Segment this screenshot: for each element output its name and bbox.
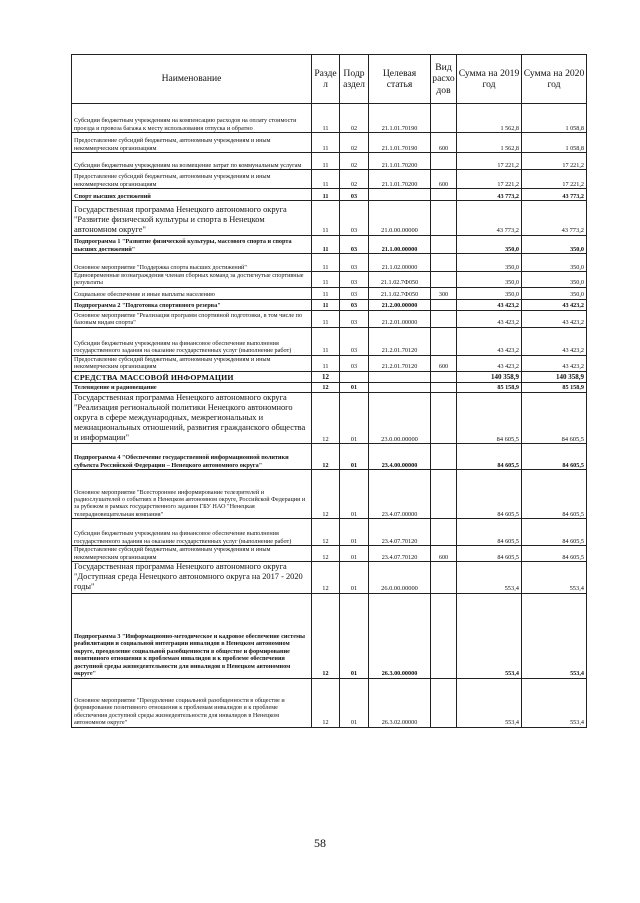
cell-podrazdel: 02 (340, 133, 369, 153)
cell-sum-2019: 17 221,2 (457, 170, 522, 189)
table-row (72, 133, 587, 153)
cell-sum-2019: 43 773,2 (457, 189, 522, 201)
header-vid: Вид расхо дов (431, 55, 457, 104)
cell-razdel: 11 (312, 170, 340, 189)
cell-name: Подпрограмма 3 "Информационно-методическое и кадровое обеспечение системы реабилитации и социальной интеграции инвалидов в Ненецком автономном округе, преодоление социальной разобщенности в обществе и формирование позитивного отношения к проблемам инвалидов и к проблеме обеспечения доступной среды жизнедеятельности для инвалидов в Ненецком автономном округе" (72, 593, 312, 678)
cell-razdel: 11 (312, 355, 340, 371)
cell-sum-2019: 350,0 (457, 236, 522, 254)
cell-target: 21.1.01.70190 (369, 133, 431, 153)
table-row (72, 236, 587, 254)
cell-name: Предоставление субсидий бюджетным, автономным учреждениям и иным некоммерческим организациям (72, 133, 312, 153)
table-row (72, 153, 587, 170)
cell-vid (431, 519, 457, 546)
cell-vid (431, 444, 457, 470)
cell-vid: 300 (431, 287, 457, 299)
header-podrazdel: Подр аздел (340, 55, 369, 104)
cell-vid (431, 153, 457, 170)
cell-razdel: 12 (312, 546, 340, 562)
cell-name: Государственная программа Ненецкого автономного округа "Реализация региональной политики Ненецкого автономного округа в сфере международных, межрегиональных и межнациональных отношений, развития гражданского общества и информации" (72, 392, 312, 443)
table-row (72, 287, 587, 299)
cell-podrazdel: 03 (340, 254, 369, 272)
cell-sum-2020: 43 773,2 (522, 189, 587, 201)
cell-name: Основное мероприятие "Поддержка спорта высших достижений" (72, 254, 312, 272)
cell-name: Субсидии бюджетным учреждениям на финансовое обеспечение выполнения государственного задания на оказание государственных услуг (выполнение работ) (72, 327, 312, 355)
cell-razdel: 11 (312, 299, 340, 310)
cell-podrazdel (340, 371, 369, 382)
cell-vid: 600 (431, 355, 457, 371)
cell-target: 21.1.01.70190 (369, 104, 431, 133)
cell-sum-2020: 553,4 (522, 678, 587, 727)
cell-name: СРЕДСТВА МАССОВОЙ ИНФОРМАЦИИ (72, 371, 312, 382)
table-header-row (72, 55, 587, 104)
cell-razdel: 12 (312, 470, 340, 519)
cell-sum-2020: 17 221,2 (522, 153, 587, 170)
table-row (72, 104, 587, 133)
cell-podrazdel: 01 (340, 382, 369, 392)
cell-razdel: 12 (312, 392, 340, 443)
table-row (72, 371, 587, 382)
cell-sum-2020: 350,0 (522, 236, 587, 254)
cell-sum-2020: 140 358,9 (522, 371, 587, 382)
cell-sum-2019: 17 221,2 (457, 153, 522, 170)
cell-sum-2019: 84 605,5 (457, 519, 522, 546)
cell-name: Спорт высших достижений (72, 189, 312, 201)
cell-target: 23.4.07.70120 (369, 519, 431, 546)
cell-vid (431, 392, 457, 443)
cell-sum-2020: 350,0 (522, 254, 587, 272)
cell-sum-2019: 43 423,2 (457, 299, 522, 310)
table-row (72, 272, 587, 288)
header-name: Наименование (72, 55, 312, 104)
cell-sum-2019: 84 605,5 (457, 444, 522, 470)
table-row (72, 470, 587, 519)
table-row (72, 444, 587, 470)
cell-podrazdel: 02 (340, 153, 369, 170)
table-row (72, 546, 587, 562)
table-row (72, 170, 587, 189)
cell-target: 23.0.00.00000 (369, 392, 431, 443)
cell-sum-2020: 43 423,2 (522, 299, 587, 310)
cell-podrazdel: 01 (340, 470, 369, 519)
cell-sum-2020: 84 605,5 (522, 519, 587, 546)
cell-sum-2020: 553,4 (522, 562, 587, 593)
cell-razdel: 12 (312, 593, 340, 678)
cell-target: 23.4.07.70120 (369, 546, 431, 562)
cell-sum-2019: 84 605,5 (457, 546, 522, 562)
cell-vid (431, 371, 457, 382)
header-sum-2020: Сумма на 2020 год (522, 55, 587, 104)
cell-name: Государственная программа Ненецкого автономного округа "Развитие физической культуры и спорта в Ненецком автономном округе" (72, 201, 312, 236)
cell-name: Основное мероприятие "Реализация программ спортивной подготовки, в том числе по базовым видам спорта" (72, 310, 312, 327)
cell-podrazdel: 01 (340, 444, 369, 470)
cell-target: 21.2.00.00000 (369, 299, 431, 310)
cell-podrazdel: 02 (340, 104, 369, 133)
table-row (72, 382, 587, 392)
cell-podrazdel: 03 (340, 310, 369, 327)
cell-sum-2019: 43 423,2 (457, 327, 522, 355)
cell-sum-2020: 17 221,2 (522, 170, 587, 189)
cell-razdel: 11 (312, 236, 340, 254)
cell-podrazdel: 03 (340, 272, 369, 288)
cell-razdel: 11 (312, 327, 340, 355)
table-row (72, 562, 587, 593)
table-row (72, 327, 587, 355)
cell-vid (431, 104, 457, 133)
cell-podrazdel: 01 (340, 392, 369, 443)
cell-vid (431, 327, 457, 355)
cell-vid (431, 236, 457, 254)
cell-name: Подпрограмма 2 "Подготовка спортивного резерва" (72, 299, 312, 310)
cell-podrazdel: 01 (340, 562, 369, 593)
cell-sum-2020: 1 058,8 (522, 133, 587, 153)
cell-name: Государственная программа Ненецкого автономного округа "Доступная среда Ненецкого автономного округа на 2017 - 2020 годы" (72, 562, 312, 593)
cell-target (369, 189, 431, 201)
cell-target: 21.1.02.00000 (369, 254, 431, 272)
cell-name: Предоставление субсидий бюджетным, автономным учреждениям и иным некоммерческим организациям (72, 355, 312, 371)
cell-target: 23.4.07.00000 (369, 470, 431, 519)
cell-podrazdel: 03 (340, 189, 369, 201)
cell-vid: 600 (431, 133, 457, 153)
header-target: Целевая статья (369, 55, 431, 104)
cell-podrazdel: 01 (340, 546, 369, 562)
cell-sum-2020: 84 605,5 (522, 392, 587, 443)
cell-sum-2020: 43 423,2 (522, 310, 587, 327)
cell-razdel: 11 (312, 133, 340, 153)
cell-name: Социальное обеспечение и иные выплаты населению (72, 287, 312, 299)
cell-razdel: 12 (312, 678, 340, 727)
cell-target: 21.1.01.70200 (369, 170, 431, 189)
cell-vid: 600 (431, 170, 457, 189)
cell-sum-2019: 553,4 (457, 678, 522, 727)
cell-podrazdel: 02 (340, 170, 369, 189)
cell-razdel: 11 (312, 310, 340, 327)
cell-sum-2019: 1 562,8 (457, 133, 522, 153)
cell-name: Предоставление субсидий бюджетным, автономным учреждениям и иным некоммерческим организациям (72, 546, 312, 562)
cell-sum-2019: 1 562,8 (457, 104, 522, 133)
table-body (72, 104, 587, 728)
cell-name: Основное мероприятие "Всестороннее информирование телезрителей и радиослушателей о событиях в Ненецком автономном округе, Российской Федерации и за рубежом в рамках государственного задания ГБУ НАО "Ненецкая телерадиовещательная компания" (72, 470, 312, 519)
cell-razdel: 11 (312, 153, 340, 170)
cell-razdel: 11 (312, 254, 340, 272)
table-row (72, 392, 587, 443)
table-row (72, 299, 587, 310)
cell-vid (431, 189, 457, 201)
cell-sum-2019: 553,4 (457, 562, 522, 593)
header-razdel: Разде л (312, 55, 340, 104)
cell-sum-2020: 350,0 (522, 287, 587, 299)
cell-name: Субсидии бюджетным учреждениям на возмещение затрат по коммунальным услугам (72, 153, 312, 170)
cell-razdel: 12 (312, 382, 340, 392)
cell-sum-2020: 43 423,2 (522, 355, 587, 371)
cell-target: 21.2.01.70120 (369, 327, 431, 355)
cell-podrazdel: 03 (340, 327, 369, 355)
cell-vid (431, 593, 457, 678)
cell-razdel: 11 (312, 189, 340, 201)
cell-podrazdel: 01 (340, 519, 369, 546)
cell-sum-2019: 43 773,2 (457, 201, 522, 236)
cell-target: 23.4.00.00000 (369, 444, 431, 470)
cell-razdel: 12 (312, 519, 340, 546)
cell-target: 21.0.00.00000 (369, 201, 431, 236)
cell-sum-2020: 1 058,8 (522, 104, 587, 133)
cell-podrazdel: 03 (340, 299, 369, 310)
cell-target: 26.3.00.00000 (369, 593, 431, 678)
cell-sum-2020: 85 158,9 (522, 382, 587, 392)
cell-vid: 600 (431, 546, 457, 562)
cell-razdel: 12 (312, 562, 340, 593)
cell-sum-2019: 350,0 (457, 287, 522, 299)
cell-target: 21.2.01.70120 (369, 355, 431, 371)
cell-sum-2019: 43 423,2 (457, 355, 522, 371)
cell-name: Единовременные вознаграждения членам сборных команд за достигнутые спортивные результаты (72, 272, 312, 288)
cell-razdel: 11 (312, 201, 340, 236)
cell-target: 21.1.01.70200 (369, 153, 431, 170)
cell-vid (431, 310, 457, 327)
cell-target (369, 382, 431, 392)
cell-vid (431, 382, 457, 392)
table-row (72, 678, 587, 727)
cell-sum-2019: 553,4 (457, 593, 522, 678)
cell-target: 21.1.00.00000 (369, 236, 431, 254)
cell-razdel: 12 (312, 444, 340, 470)
cell-sum-2020: 84 605,5 (522, 546, 587, 562)
table-row (72, 519, 587, 546)
budget-table (71, 54, 587, 728)
cell-razdel: 11 (312, 287, 340, 299)
cell-podrazdel: 03 (340, 236, 369, 254)
cell-name: Субсидии бюджетным учреждениям на финансовое обеспечение выполнения государственного задания на оказание государственных услуг (выполнение работ) (72, 519, 312, 546)
cell-razdel: 11 (312, 104, 340, 133)
cell-name: Подпрограмма 1 "Развитие физической культуры, массового спорта и спорта высших достижений" (72, 236, 312, 254)
cell-razdel: 12 (312, 371, 340, 382)
cell-sum-2020: 350,0 (522, 272, 587, 288)
cell-podrazdel: 01 (340, 593, 369, 678)
cell-vid (431, 678, 457, 727)
table-row (72, 355, 587, 371)
cell-vid (431, 562, 457, 593)
cell-podrazdel: 01 (340, 678, 369, 727)
cell-podrazdel: 03 (340, 287, 369, 299)
cell-sum-2019: 85 158,9 (457, 382, 522, 392)
cell-target: 26.3.02.00000 (369, 678, 431, 727)
table-row (72, 310, 587, 327)
cell-target: 26.0.00.00000 (369, 562, 431, 593)
cell-sum-2020: 43 773,2 (522, 201, 587, 236)
cell-vid (431, 201, 457, 236)
cell-target (369, 371, 431, 382)
cell-sum-2020: 84 605,5 (522, 444, 587, 470)
cell-podrazdel: 03 (340, 355, 369, 371)
cell-vid (431, 272, 457, 288)
cell-sum-2019: 43 423,2 (457, 310, 522, 327)
cell-podrazdel: 03 (340, 201, 369, 236)
cell-vid (431, 254, 457, 272)
cell-sum-2019: 84 605,5 (457, 470, 522, 519)
table-row (72, 201, 587, 236)
cell-sum-2019: 84 605,5 (457, 392, 522, 443)
cell-vid (431, 299, 457, 310)
cell-vid (431, 470, 457, 519)
cell-target: 21.1.02.7Ф050 (369, 287, 431, 299)
cell-sum-2019: 140 358,9 (457, 371, 522, 382)
page-number: 58 (314, 836, 326, 850)
cell-name: Субсидии бюджетным учреждениям на компенсацию расходов на оплату стоимости проезда и провоза багажа к месту использования отпуска и обратно (72, 104, 312, 133)
table-row (72, 254, 587, 272)
cell-sum-2020: 43 423,2 (522, 327, 587, 355)
cell-sum-2020: 84 605,5 (522, 470, 587, 519)
cell-name: Телевидение и радиовещание (72, 382, 312, 392)
cell-name: Предоставление субсидий бюджетным, автономным учреждениям и иным некоммерческим организациям (72, 170, 312, 189)
cell-sum-2020: 553,4 (522, 593, 587, 678)
table-row (72, 189, 587, 201)
table-row (72, 593, 587, 678)
cell-name: Основное мероприятие "Преодоление социальной разобщенности в обществе и формирование позитивного отношения к проблемам инвалидов и к проблеме обеспечения доступной среды жизнедеятельности для инвалидов в Ненецком автономном округе" (72, 678, 312, 727)
cell-sum-2019: 350,0 (457, 272, 522, 288)
cell-target: 21.2.01.00000 (369, 310, 431, 327)
cell-target: 21.1.02.7Ф050 (369, 272, 431, 288)
cell-sum-2019: 350,0 (457, 254, 522, 272)
header-sum-2019: Сумма на 2019 год (457, 55, 522, 104)
cell-razdel: 11 (312, 272, 340, 288)
cell-name: Подпрограмма 4 "Обеспечение государственной информационной политики субъекта Российской Федерации – Ненецкого автономного округа" (72, 444, 312, 470)
